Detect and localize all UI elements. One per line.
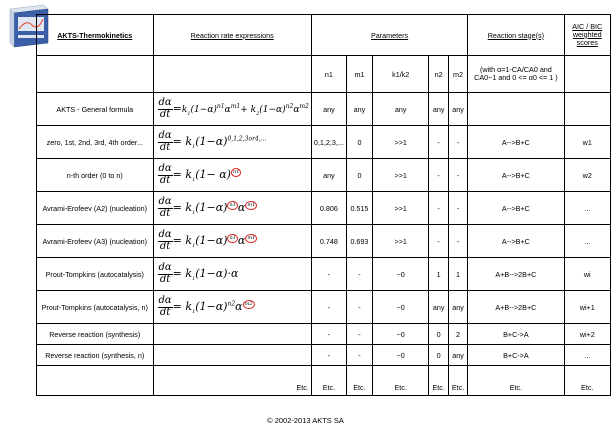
equation-nth-order: $\frac{d\alpha}{dt}$ = $k_1(1- \alpha)$ n1 (153, 159, 311, 192)
score-value: wi+2 (564, 324, 611, 345)
model-name: Prout-Tompkins (autocatalysis) (37, 258, 154, 291)
etc-cell: Etc. (468, 366, 564, 396)
n1-value: any (311, 159, 346, 192)
n2-value: - (429, 126, 448, 159)
stage-value: A+B-->2B+C (468, 291, 564, 324)
model-name: Reverse reaction (synthesis, n) (37, 345, 154, 366)
model-name: Avrami-Erofeev (A2) (nucleation) (37, 192, 154, 225)
k-ratio-value: ~0 (373, 291, 429, 324)
stage-value: A-->B+C (468, 126, 564, 159)
m2-value: - (448, 159, 467, 192)
etc-cell: Etc. (448, 366, 467, 396)
n2-header: n2 (429, 56, 448, 93)
n1-value: 0.806 (311, 192, 346, 225)
etc-cell: Etc. (346, 366, 372, 396)
m1-value: 0 (346, 159, 372, 192)
equation-avrami-a3: $\frac{d\alpha}{dt}$ = $k_1(1-\alpha)$ n1 α m1 (153, 225, 311, 258)
table-row (37, 93, 611, 126)
stage-value (468, 93, 564, 126)
m1-value: - (346, 258, 372, 291)
score-value: ... (564, 345, 611, 366)
equation-avrami-a2: $\frac{d\alpha}{dt}$ = $k_1(1-\alpha)$ n1 α m1 (153, 192, 311, 225)
m2-value: any (448, 93, 467, 126)
m1-header: m1 (346, 56, 372, 93)
score-value: w2 (564, 159, 611, 192)
stage-value: A-->B+C (468, 225, 564, 258)
scores-header: AIC / BIC weighted scores (564, 15, 611, 56)
score-value: ... (564, 225, 611, 258)
table-row (37, 225, 611, 258)
etc-cell: Etc. (153, 366, 311, 396)
n2-value: - (429, 225, 448, 258)
header-row (37, 15, 611, 56)
equation-order: $\frac{d\alpha}{dt}$ = $k_1(1-\alpha)^{0,1,2,3or4,...}$ (153, 126, 311, 159)
n2-value: 1 (429, 258, 448, 291)
k-ratio-value: ~0 (373, 324, 429, 345)
n1-value: - (311, 324, 346, 345)
m1-value: - (346, 345, 372, 366)
model-name: Reverse reaction (synthesis) (37, 324, 154, 345)
score-value: wi+1 (564, 291, 611, 324)
n1-value: - (311, 345, 346, 366)
k-ratio-value: >>1 (373, 126, 429, 159)
table-row (37, 291, 611, 324)
copyright-footer: © 2002-2013 AKTS SA (267, 416, 344, 425)
n1-value: any (311, 93, 346, 126)
parameters-header: Parameters (311, 15, 467, 56)
n2-value: any (429, 291, 448, 324)
n1-header: n1 (311, 56, 346, 93)
model-name: n-th order (0 to n) (37, 159, 154, 192)
model-name: Avrami-Erofeev (A3) (nucleation) (37, 225, 154, 258)
etc-row (37, 366, 611, 396)
k-ratio-value: ~0 (373, 258, 429, 291)
table-row (37, 159, 611, 192)
n2-value: 0 (429, 345, 448, 366)
model-name: Prout-Tompkins (autocatalysis, n) (37, 291, 154, 324)
m2-value: any (448, 345, 467, 366)
stage-value: A-->B+C (468, 159, 564, 192)
model-name: zero, 1st, 2nd, 3rd, 4th order... (37, 126, 154, 159)
m2-value: - (448, 192, 467, 225)
etc-cell: Etc. (564, 366, 611, 396)
equation-prout-tompkins-n: $\frac{d\alpha}{dt}$ = $k_1(1-\alpha)^{n2}\alpha$ m2 (153, 291, 311, 324)
m1-value: 0 (346, 126, 372, 159)
m1-value: any (346, 93, 372, 126)
n1-value: - (311, 258, 346, 291)
alpha-note: (with α=1-CA/CA0 and CA0~1 and 0 <= α0 <= 1 ) (468, 56, 564, 93)
stages-header: Reaction stage(s) (468, 15, 564, 56)
m2-value: any (448, 291, 467, 324)
k-ratio-value: >>1 (373, 192, 429, 225)
k-ratio-value: >>1 (373, 159, 429, 192)
expressions-header: Reaction rate expressions (153, 15, 311, 56)
n2-value: 0 (429, 324, 448, 345)
k-ratio-value: >>1 (373, 225, 429, 258)
k-ratio-value: ~0 (373, 345, 429, 366)
n1-value: 0.748 (311, 225, 346, 258)
equation-prout-tompkins: $\frac{d\alpha}{dt}$ = $k_1(1-\alpha)\cdot\alpha$ (153, 258, 311, 291)
stage-value: A+B-->2B+C (468, 258, 564, 291)
model-name: AKTS - General formula (37, 93, 154, 126)
score-value (564, 93, 611, 126)
stage-value: B+C->A (468, 345, 564, 366)
table-row (37, 192, 611, 225)
stage-value: B+C->A (468, 324, 564, 345)
table-row (37, 345, 611, 366)
k-ratio-value: any (373, 93, 429, 126)
table-row (37, 258, 611, 291)
n2-value: - (429, 192, 448, 225)
etc-cell: Etc. (311, 366, 346, 396)
n2-value: - (429, 159, 448, 192)
subheader-row (37, 56, 611, 93)
kinetics-table (36, 14, 611, 396)
table-row (37, 126, 611, 159)
stage-value: A-->B+C (468, 192, 564, 225)
score-value: wi (564, 258, 611, 291)
equation-general: $\frac{d\alpha}{dt}$ $=k_1(1-\alpha)^{n1}\alpha^{m1}+ k_2(1-\alpha)^{n2}\alpha^{m2}$ (153, 93, 311, 126)
score-value: w1 (564, 126, 611, 159)
etc-cell: Etc. (429, 366, 448, 396)
m1-value: - (346, 291, 372, 324)
m1-value: - (346, 324, 372, 345)
m2-value: - (448, 126, 467, 159)
title-header: AKTS-Thermokinetics (37, 15, 154, 56)
m2-value: - (448, 225, 467, 258)
score-value: ... (564, 192, 611, 225)
k-ratio-header: k1/k2 (373, 56, 429, 93)
m1-value: 0.515 (346, 192, 372, 225)
n1-value: 0,1,2,3,... (311, 126, 346, 159)
m2-value: 1 (448, 258, 467, 291)
etc-cell: Etc. (373, 366, 429, 396)
n1-value: - (311, 291, 346, 324)
table-row (37, 324, 611, 345)
m2-header: m2 (448, 56, 467, 93)
m2-value: 2 (448, 324, 467, 345)
m1-value: 0.693 (346, 225, 372, 258)
n2-value: any (429, 93, 448, 126)
